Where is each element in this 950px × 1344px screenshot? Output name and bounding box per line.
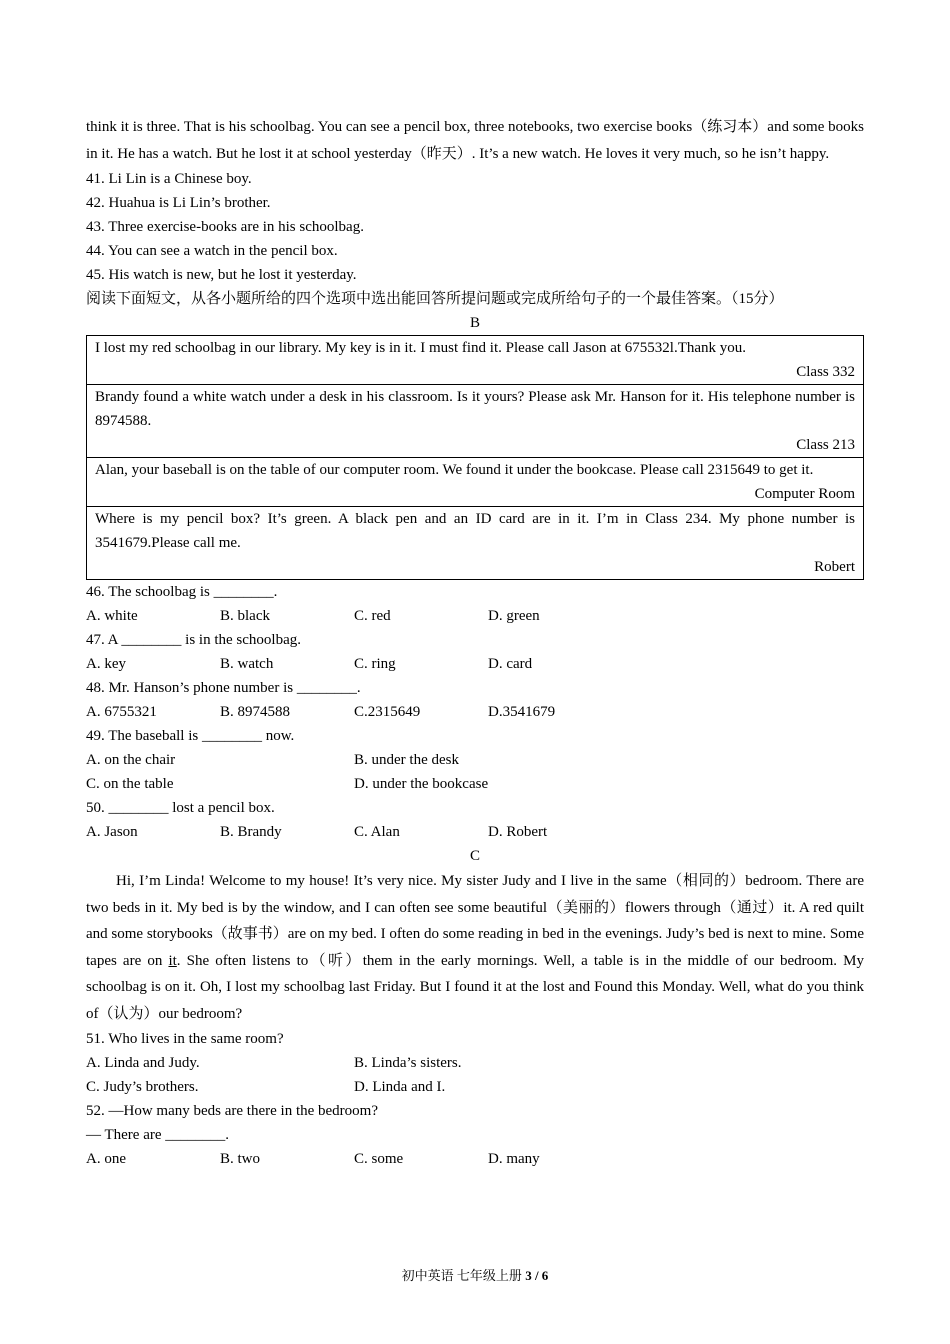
- question-46: 46. The schoolbag is ________.: [86, 584, 278, 600]
- statement-45: 45. His watch is new, but he lost it yesterday.: [86, 267, 357, 283]
- notice-text: Alan, your baseball is on the table of our computer room. We found it under the bookcase. Please call 2315649 to get it.: [95, 462, 814, 478]
- passage-c-paragraph: [86, 868, 864, 1027]
- option-c: C. Judy’s brothers.: [86, 1079, 199, 1095]
- option-a: A. white: [86, 608, 138, 624]
- statement-43: 43. Three exercise-books are in his schoolbag.: [86, 219, 364, 235]
- notice-row: [87, 385, 864, 458]
- option-d: D.3541679: [488, 704, 556, 720]
- option-b: B. Linda’s sisters.: [354, 1055, 462, 1071]
- notice-signature: Robert: [814, 559, 855, 575]
- option-b: B. 8974588: [220, 704, 291, 720]
- notice-row: [87, 458, 864, 507]
- statement-41: 41. Li Lin is a Chinese boy.: [86, 171, 252, 187]
- notice-text: I lost my red schoolbag in our library. My key is in it. I must find it. Please call Jason at 675532l.Thank you.: [95, 340, 747, 356]
- question-46-options: [86, 604, 864, 628]
- option-b: B. black: [220, 608, 270, 624]
- notice-cell: [87, 458, 864, 507]
- passage-c-label: C: [469, 848, 480, 864]
- question-48: 48. Mr. Hanson’s phone number is ________.: [86, 680, 361, 696]
- question-51-options-row1: [86, 1051, 864, 1075]
- question-47: 47. A ________ is in the schoolbag.: [86, 632, 301, 648]
- question-50-options: [86, 820, 864, 844]
- notice-signature: Class 213: [796, 437, 855, 453]
- notice-cell: [87, 336, 864, 385]
- section-instruction: 阅读下面短文，从各小题所给的四个选项中选出能回答所提问题或完成所给句子的一个最佳答案。（15分）: [86, 291, 784, 307]
- option-c: C. ring: [354, 656, 396, 672]
- question-50: 50. ________ lost a pencil box.: [86, 800, 275, 816]
- option-d: D. Robert: [488, 824, 548, 840]
- question-47-options: [86, 652, 864, 676]
- option-d: D. Linda and I.: [354, 1079, 446, 1095]
- underlined-word: it: [168, 952, 177, 969]
- notice-signature: Computer Room: [754, 486, 855, 502]
- option-c: C. red: [354, 608, 391, 624]
- option-b: B. watch: [220, 656, 274, 672]
- question-52-answer-line: — There are ________.: [86, 1127, 230, 1143]
- notice-signature: Class 332: [796, 364, 855, 380]
- option-a: A. on the chair: [86, 752, 176, 768]
- option-d: D. under the bookcase: [354, 776, 489, 792]
- question-49-options-row2: [86, 772, 864, 796]
- option-a: A. Jason: [86, 824, 138, 840]
- notice-cell: [87, 507, 864, 580]
- option-a: A. one: [86, 1151, 126, 1167]
- notice-row: [87, 336, 864, 385]
- question-49-options-row1: [86, 748, 864, 772]
- option-d: D. card: [488, 656, 533, 672]
- question-48-options: [86, 700, 864, 724]
- option-a: A. Linda and Judy.: [86, 1055, 200, 1071]
- statement-42: 42. Huahua is Li Lin’s brother.: [86, 195, 271, 211]
- question-49: 49. The baseball is ________ now.: [86, 728, 295, 744]
- option-a: A. key: [86, 656, 126, 672]
- passage-b-label: B: [469, 315, 480, 331]
- question-51: 51. Who lives in the same room?: [86, 1031, 284, 1047]
- option-c: C. on the table: [86, 776, 174, 792]
- notice-text: Brandy found a white watch under a desk in his classroom. Is it yours? Please ask Mr. Hanson for it. His telephone number is 8974588.: [95, 389, 855, 429]
- page-number: 3 / 6: [525, 1268, 549, 1283]
- option-c: C. Alan: [354, 824, 400, 840]
- worksheet-page: [86, 114, 864, 1171]
- notice-cell: [87, 385, 864, 458]
- statement-44: 44. You can see a watch in the pencil box.: [86, 243, 338, 259]
- notice-row: [87, 507, 864, 580]
- page-footer: [0, 1266, 950, 1286]
- option-c: C. some: [354, 1151, 404, 1167]
- notice-text: Where is my pencil box? It’s green. A black pen and an ID card are in it. I’m in Class 234. My phone number is 3541679.Please call me.: [95, 511, 855, 551]
- question-52: 52. —How many beds are there in the bedroom?: [86, 1103, 378, 1119]
- passage-c-text-end: . She often listens to（听）them in the early mornings. Well, a table is in the middle of our bedroom. My schoolbag is on it. Oh, I lost my schoolbag last Friday. But I found it at the lost and Found this Monday. Well, what do you think of（认为）our bedroom?: [86, 952, 864, 1022]
- option-d: D. many: [488, 1151, 540, 1167]
- option-c: C.2315649: [354, 704, 421, 720]
- passage-c-text-start: Hi, I’m Linda! Welcome to my house! It’s very nice. My sister Judy and I live in the same（相同的）bedroom. There are two beds in it. My bed is by the window, and I can often see some beautiful（美丽的）flowers through（通过）it. A red quilt and some storybooks（故事书）are on my bed. I often do some reading in bed in the evenings. Judy’s bed is next to mine. Some tapes are on: [86, 873, 864, 969]
- option-d: D. green: [488, 608, 540, 624]
- option-b: B. Brandy: [220, 824, 282, 840]
- passage-a-paragraph: think it is three. That is his schoolbag. You can see a pencil box, three notebooks, two exercise books（练习本）and some books in it. He has a watch. But he lost it at school yesterday（昨天）. It’s a new watch. He loves it very much, so he isn’t happy.: [86, 119, 864, 162]
- option-b: B. under the desk: [354, 752, 459, 768]
- question-51-options-row2: [86, 1075, 864, 1099]
- footer-text: 初中英语 七年级上册: [401, 1268, 526, 1283]
- question-52-options: [86, 1147, 864, 1171]
- notices-table: [86, 335, 864, 580]
- option-b: B. two: [220, 1151, 261, 1167]
- option-a: A. 6755321: [86, 704, 157, 720]
